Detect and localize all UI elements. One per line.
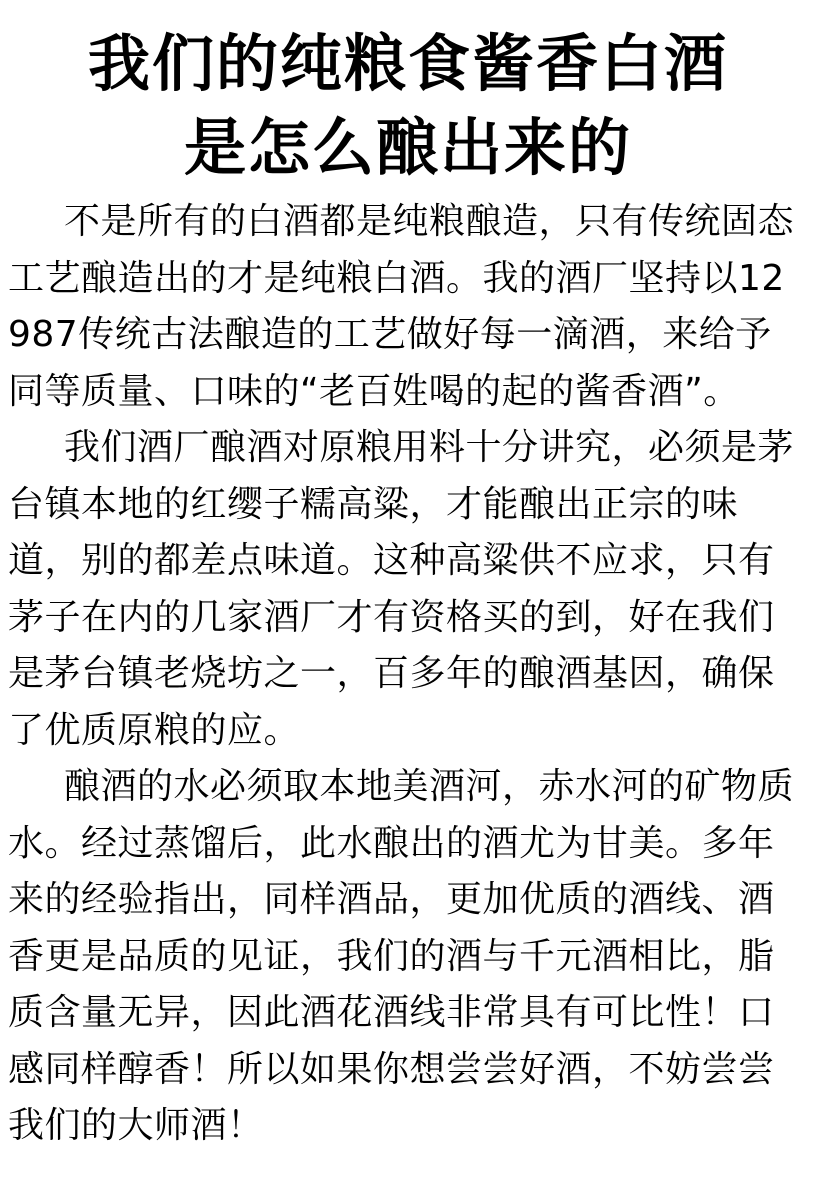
article-body bbox=[8, 194, 808, 1155]
paragraph-2: 我们酒厂酿酒对原粮用料十分讲究，必须是茅台镇本地的红缨子糯高粱，才能酿出正宗的味道，别的都差点味道。这种高粱供不应求，只有茅子在内的几家酒厂才有资格买的到，好在我们是茅台镇老烧坊之一，百多年的酿酒基因，确保了优质原粮的应。 bbox=[8, 427, 795, 751]
paragraph-3: 酿酒的水必须取本地美酒河，赤水河的矿物质水。经过蒸馏后，此水酿出的酒尤为甘美。多年来的经验指出，同样酒品，更加优质的酒线、酒香更是品质的见证，我们的酒与千元酒相比，脂质含量无异，因此酒花酒线非常具有可比性！口感同样醇香！所以如果你想尝尝好酒，不妨尝尝我们的大师酒！ bbox=[8, 766, 795, 1146]
article-title bbox=[8, 22, 808, 190]
title-line-1: 我们的纯粮食酱香白酒 bbox=[87, 27, 728, 100]
paragraph-1: 不是所有的白酒都是纯粮酿造，只有传统固态工艺酿造出的才是纯粮白酒。我的酒厂坚持以12987传统古法酿造的工艺做好每一滴酒，来给予同等质量、口味的“老百姓喝的起的酱香酒”。 bbox=[8, 201, 795, 412]
title-line-2: 是怎么酿出来的 bbox=[183, 111, 632, 184]
